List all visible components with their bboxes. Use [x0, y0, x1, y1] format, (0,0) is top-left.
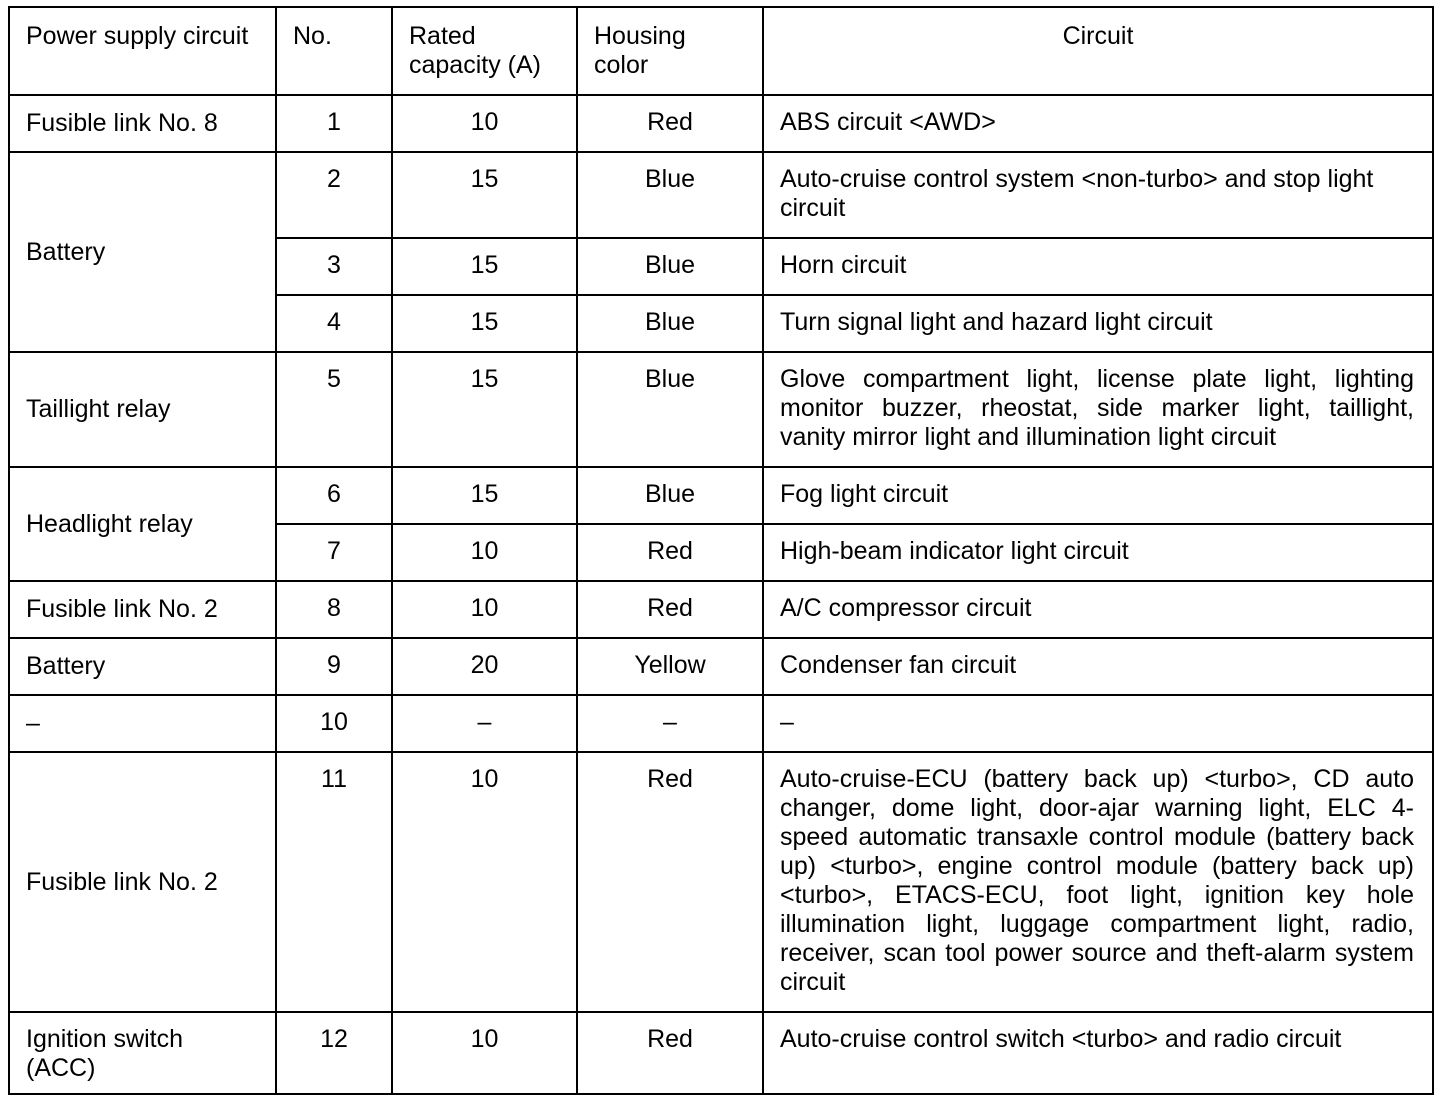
fuse-number: 10 — [276, 695, 392, 752]
table-row — [9, 352, 1433, 467]
table-row — [9, 638, 1433, 695]
circuit-cell: Horn circuit — [763, 238, 1433, 295]
rated-capacity: 10 — [392, 1012, 577, 1094]
housing-color: Blue — [577, 352, 763, 467]
table-row — [9, 752, 1433, 1012]
table-row — [9, 1012, 1433, 1094]
supply-cell: Fusible link No. 2 — [9, 752, 276, 1012]
housing-color: Red — [577, 524, 763, 581]
circuit-cell: ABS circuit <AWD> — [763, 95, 1433, 152]
header-row — [9, 7, 1433, 95]
housing-color: Red — [577, 95, 763, 152]
rated-capacity: 20 — [392, 638, 577, 695]
header-rated-capacity: Rated capacity (A) — [392, 7, 577, 95]
housing-color: Red — [577, 1012, 763, 1094]
supply-cell: Fusible link No. 8 — [9, 95, 276, 152]
supply-cell: Fusible link No. 2 — [9, 581, 276, 638]
supply-cell: Battery — [9, 152, 276, 352]
fuse-number: 2 — [276, 152, 392, 238]
fuse-number: 11 — [276, 752, 392, 1012]
fuse-number: 1 — [276, 95, 392, 152]
fuse-number: 9 — [276, 638, 392, 695]
supply-cell: Headlight relay — [9, 467, 276, 581]
header-housing-color: Housing color — [577, 7, 763, 95]
supply-cell: Ignition switch (ACC) — [9, 1012, 276, 1094]
circuit-cell: – — [763, 695, 1433, 752]
fuse-number: 4 — [276, 295, 392, 352]
housing-color: Blue — [577, 152, 763, 238]
header-circuit: Circuit — [763, 7, 1433, 95]
fuse-number: 3 — [276, 238, 392, 295]
rated-capacity: – — [392, 695, 577, 752]
circuit-cell: Auto-cruise-ECU (battery back up) <turbo>, CD auto changer, dome light, door-ajar warning light, ELC 4-speed automatic transaxle control module (battery back up) <turbo>, engine control module (battery back up) <turbo>, ETACS-ECU, foot light, ignition key hole illumination light, luggage compartment light, radio, receiver, scan tool power source and theft-alarm system circuit — [763, 752, 1433, 1012]
housing-color: Blue — [577, 467, 763, 524]
rated-capacity: 15 — [392, 352, 577, 467]
supply-cell: – — [9, 695, 276, 752]
fuse-number: 8 — [276, 581, 392, 638]
rated-capacity: 10 — [392, 524, 577, 581]
supply-cell: Battery — [9, 638, 276, 695]
fuse-table — [8, 6, 1434, 1095]
table-row — [9, 95, 1433, 152]
rated-capacity: 15 — [392, 238, 577, 295]
rated-capacity: 10 — [392, 752, 577, 1012]
rated-capacity: 15 — [392, 467, 577, 524]
rated-capacity: 15 — [392, 152, 577, 238]
fuse-number: 5 — [276, 352, 392, 467]
housing-color: Red — [577, 581, 763, 638]
supply-cell: Taillight relay — [9, 352, 276, 467]
fuse-number: 12 — [276, 1012, 392, 1094]
header-no: No. — [276, 7, 392, 95]
housing-color: – — [577, 695, 763, 752]
rated-capacity: 10 — [392, 95, 577, 152]
table-row — [9, 467, 1433, 524]
housing-color: Yellow — [577, 638, 763, 695]
circuit-cell: Auto-cruise control switch <turbo> and radio circuit — [763, 1012, 1433, 1094]
circuit-cell: Fog light circuit — [763, 467, 1433, 524]
circuit-cell: High-beam indicator light circuit — [763, 524, 1433, 581]
circuit-cell: A/C compressor circuit — [763, 581, 1433, 638]
housing-color: Red — [577, 752, 763, 1012]
header-power-supply: Power supply circuit — [9, 7, 276, 95]
table-row — [9, 695, 1433, 752]
housing-color: Blue — [577, 295, 763, 352]
housing-color: Blue — [577, 238, 763, 295]
circuit-cell: Auto-cruise control system <non-turbo> and stop light circuit — [763, 152, 1433, 238]
table-row — [9, 152, 1433, 238]
circuit-cell: Condenser fan circuit — [763, 638, 1433, 695]
circuit-cell: Turn signal light and hazard light circuit — [763, 295, 1433, 352]
fuse-number: 6 — [276, 467, 392, 524]
rated-capacity: 10 — [392, 581, 577, 638]
rated-capacity: 15 — [392, 295, 577, 352]
circuit-cell: Glove compartment light, license plate light, lighting monitor buzzer, rheostat, side marker light, taillight, vanity mirror light and illumination light circuit — [763, 352, 1433, 467]
table-row — [9, 581, 1433, 638]
fuse-number: 7 — [276, 524, 392, 581]
